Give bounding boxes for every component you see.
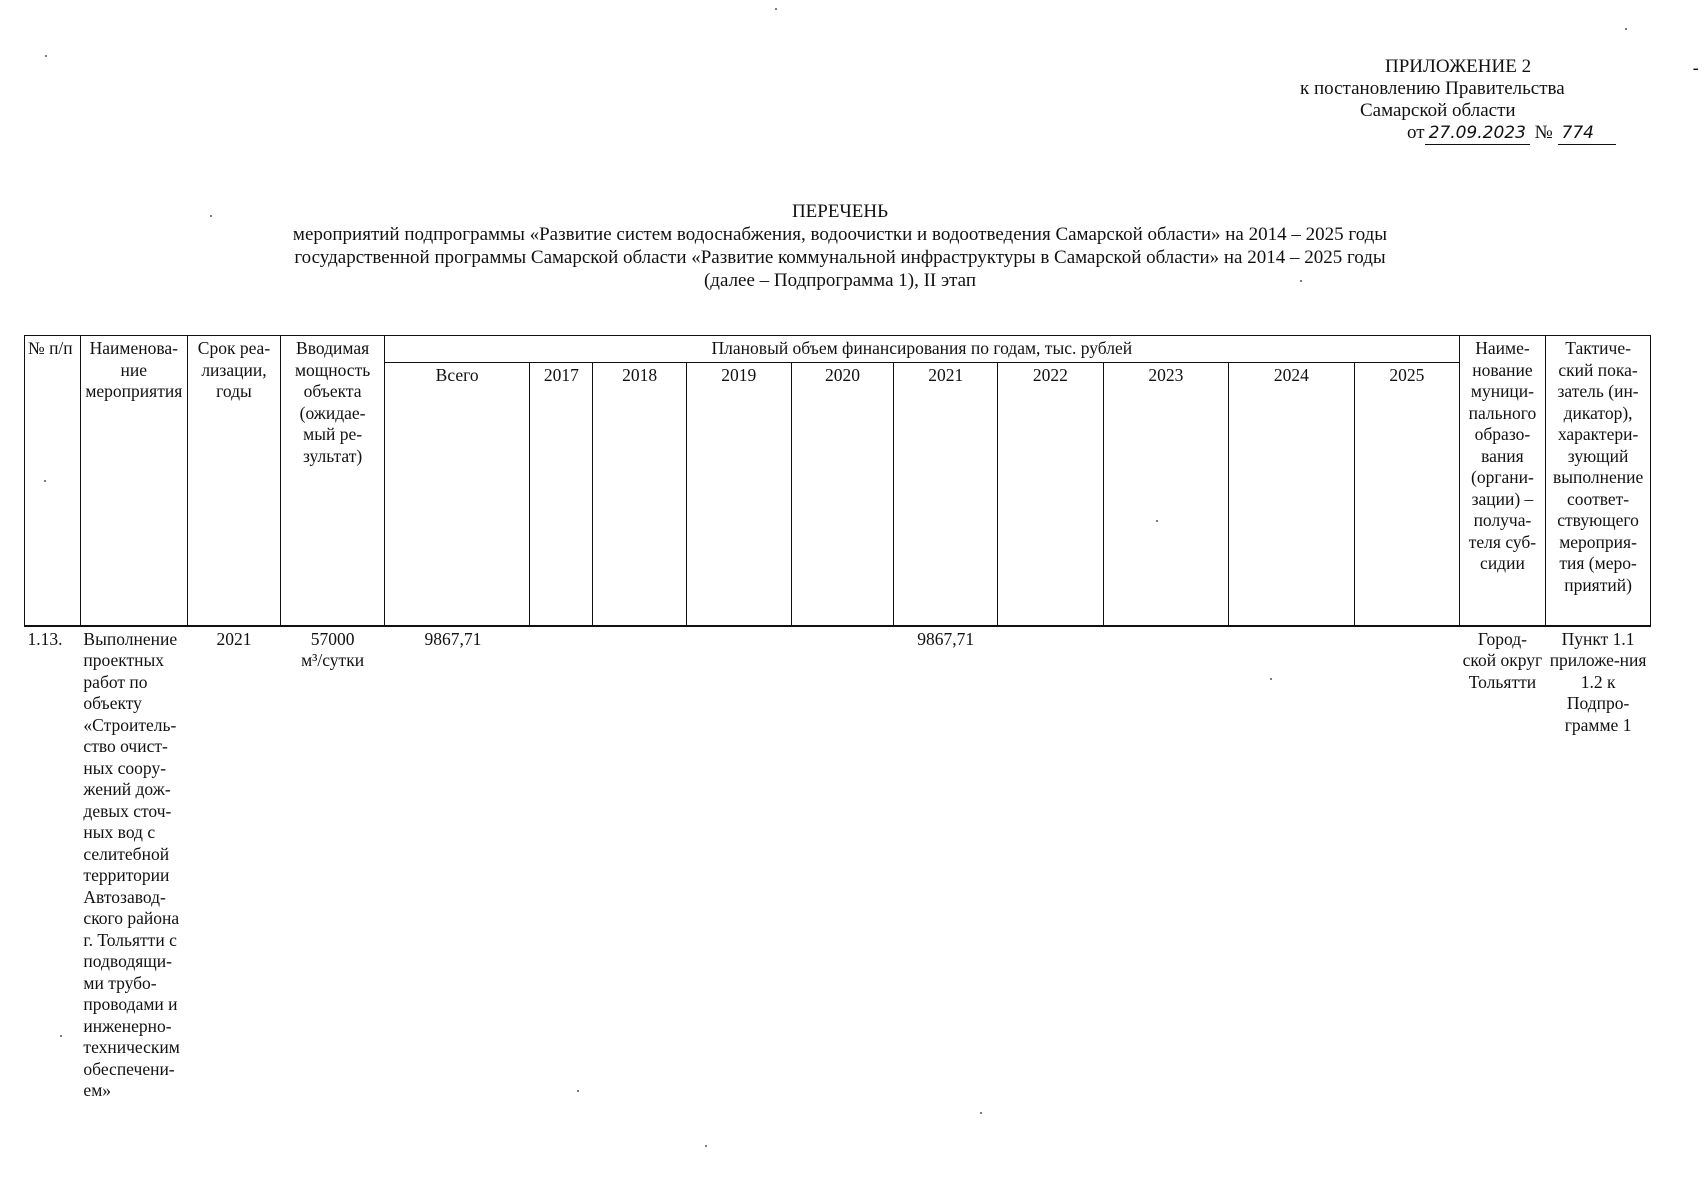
capacity-value: 57000 bbox=[310, 628, 355, 649]
header-no: № п/п bbox=[25, 336, 81, 626]
row-total: 9867,71 bbox=[384, 626, 529, 1111]
appendix-title: ПРИЛОЖЕНИЕ 2 bbox=[1385, 56, 1532, 77]
row-year-value bbox=[686, 626, 791, 1111]
header-indicator: Тактиче-ский пока-затель (ин-дикатор), характери-зующий выполнение соответ-ствующего мероприя-тия (меро-приятий) bbox=[1546, 336, 1651, 626]
scan-speck bbox=[775, 8, 777, 10]
row-year-value bbox=[530, 626, 593, 1111]
date-prefix: от bbox=[1407, 122, 1425, 143]
page-edge-mark: - bbox=[1692, 58, 1699, 79]
row-year-value bbox=[1228, 626, 1354, 1111]
header-name: Наименова-ние мероприятия bbox=[80, 336, 187, 626]
row-no: 1.13. bbox=[25, 626, 81, 1111]
scan-speck bbox=[44, 480, 46, 482]
heading-line3: (далее – Подпрограмма 1), II этап bbox=[703, 270, 977, 291]
heading-line1: мероприятий подпрограммы «Развитие систем водоснабжения, водоочистки и водоотведения Самарской области» на 2014 – 2025 годы bbox=[292, 224, 1388, 245]
scan-speck bbox=[45, 55, 47, 57]
handwritten-number: 774 bbox=[1558, 122, 1616, 145]
header-capacity: Вводимая мощность объекта (ожидае-мый ре-зультат) bbox=[281, 336, 385, 626]
row-year-value bbox=[593, 626, 687, 1111]
heading-title: ПЕРЕЧЕНЬ bbox=[791, 201, 889, 222]
header-financing: Плановый объем финансирования по годам, тыс. рублей bbox=[384, 336, 1459, 363]
header-year: 2019 bbox=[686, 362, 791, 626]
handwritten-date: 27.09.2023 bbox=[1425, 122, 1530, 145]
header-total: Всего bbox=[384, 362, 529, 626]
appendix-header bbox=[1300, 56, 1680, 145]
header-year: 2021 bbox=[894, 362, 998, 626]
header-year: 2018 bbox=[593, 362, 687, 626]
row-year-value bbox=[1103, 626, 1228, 1111]
header-term: Срок реа-лизации, годы bbox=[187, 336, 281, 626]
number-prefix: № bbox=[1534, 122, 1553, 143]
scan-speck bbox=[1300, 280, 1302, 282]
capacity-unit: м³/сутки bbox=[301, 650, 365, 670]
scan-speck bbox=[1156, 520, 1158, 522]
header-municipality: Наиме-нование муници-пального образо-вания (органи-зации) – получа-теля суб-сидии bbox=[1459, 336, 1545, 626]
row-municipality: Город-ской округ Тольятти bbox=[1459, 626, 1545, 1111]
header-year: 2024 bbox=[1228, 362, 1354, 626]
row-year-value bbox=[1354, 626, 1459, 1111]
header-year: 2022 bbox=[998, 362, 1104, 626]
header-row-1 bbox=[25, 336, 1651, 363]
measures-table bbox=[24, 335, 1651, 1111]
row-name: Выполнение проектных работ по объекту «Строитель-ство очист-ных соору-жений дож-девых сточ-ных вод с селитебной территории Автозавод-ского района г. Тольятти с подводящи-ми трубо-проводами и инженерно-техническим обеспечени-ем» bbox=[80, 626, 187, 1111]
header-year: 2023 bbox=[1103, 362, 1228, 626]
scan-speck bbox=[1625, 28, 1627, 30]
heading-line2: государственной программы Самарской области «Развитие коммунальной инфраструктуры в Самарской области» на 2014 – 2025 годы bbox=[294, 247, 1386, 268]
scan-speck bbox=[577, 1090, 579, 1092]
row-year-value bbox=[791, 626, 894, 1111]
row-year-value: 9867,71 bbox=[894, 626, 998, 1111]
header-year: 2025 bbox=[1354, 362, 1459, 626]
header-year: 2017 bbox=[530, 362, 593, 626]
scan-speck bbox=[210, 215, 212, 217]
table-row bbox=[25, 626, 1651, 1111]
row-indicator: Пункт 1.1 приложе-ния 1.2 к Подпро-грамме 1 bbox=[1546, 626, 1651, 1111]
appendix-line2: Самарской области bbox=[1360, 100, 1516, 121]
row-year-value bbox=[998, 626, 1104, 1111]
row-capacity bbox=[281, 626, 385, 1111]
appendix-date-line bbox=[1300, 122, 1680, 145]
scan-speck bbox=[1270, 678, 1272, 680]
document-heading bbox=[150, 200, 1530, 292]
scan-speck bbox=[705, 1145, 707, 1147]
appendix-line1: к постановлению Правительства bbox=[1300, 78, 1565, 99]
header-year: 2020 bbox=[791, 362, 894, 626]
scan-speck bbox=[980, 1112, 982, 1114]
row-term: 2021 bbox=[187, 626, 281, 1111]
scan-speck bbox=[60, 1035, 62, 1037]
